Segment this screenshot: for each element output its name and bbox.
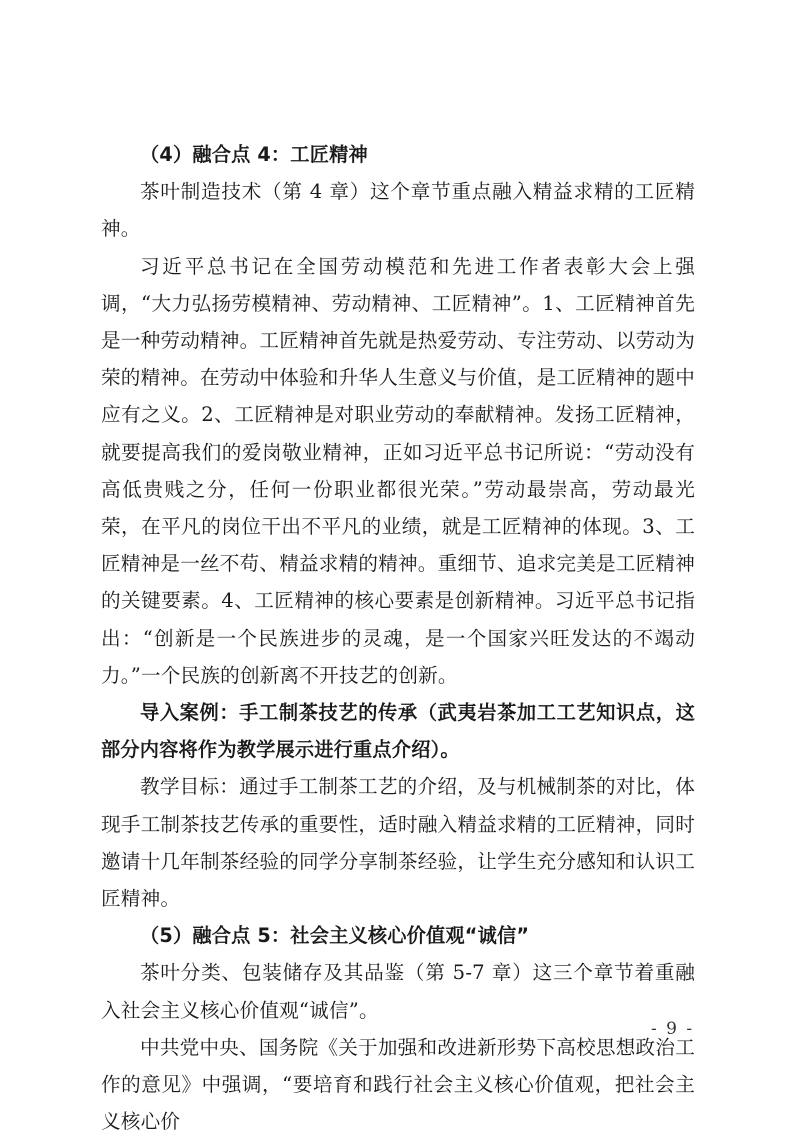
paragraph-craftsman-spirit: 习近平总书记在全国劳动模范和先进工作者表彰大会上强调，“大力弘扬劳模精神、劳动精神、工匠精神”。1、工匠精神首先是一种劳动精神。工匠精神首先就是热爱劳动、专注劳动、以劳动为荣的精神。在劳动中体验和升华人生意义与价值，是工匠精神的题中应有之义。2、工匠精神是对职业劳动的奉献精神。发扬工匠精神，就要提高我们的爱岗敬业精神，正如习近平总书记所说：“劳动没有高低贵贱之分，任何一份职业都很光荣。”劳动最崇高，劳动最光荣，在平凡的岗位干出不平凡的业绩，就是工匠精神的体现。3、工匠精神是一丝不苟、精益求精的精神。重细节、追求完美是工匠精神的关键要素。4、工匠精神的核心要素是创新精神。习近平总书记指出：“创新是一个民族进步的灵魂，是一个国家兴旺发达的不竭动力。”一个民族的创新离不开技艺的创新。 [101, 254, 695, 687]
paragraph-chapter-4-intro: 茶叶制造技术（第 4 章）这个章节重点融入精益求精的工匠精神。 [101, 180, 695, 241]
paragraph-chapters-5-7-intro: 茶叶分类、包装储存及其品鉴（第 5-7 章）这三个章节着重融入社会主义核心价值观“诚信”。 [101, 961, 695, 1022]
paragraph-teaching-objective: 教学目标：通过手工制茶工艺的介绍，及与机械制茶的对比，体现手工制茶技艺传承的重要性，适时融入精益求精的工匠精神，同时邀请十几年制茶经验的同学分享制茶经验，让学生充分感知和认识工匠精神。 [101, 775, 695, 911]
section-heading-fusion-point-4: （4）融合点 4：工匠精神 [140, 143, 368, 166]
case-heading-handmade-tea: 导入案例：手工制茶技艺的传承（武夷岩茶加工工艺知识点，这部分内容将作为教学展示进行重点介绍）。 [101, 701, 695, 762]
page-number: - 9 - [651, 1019, 695, 1039]
section-heading-fusion-point-5: （5）融合点 5：社会主义核心价值观“诚信” [140, 924, 530, 948]
page-body [101, 136, 695, 1140]
paragraph-central-committee-opinion: 中共党中央、国务院《关于加强和改进新形势下高校思想政治工作的意见》中强调，“要培育和践行社会主义核心价值观，把社会主义核心价 [101, 1035, 695, 1134]
